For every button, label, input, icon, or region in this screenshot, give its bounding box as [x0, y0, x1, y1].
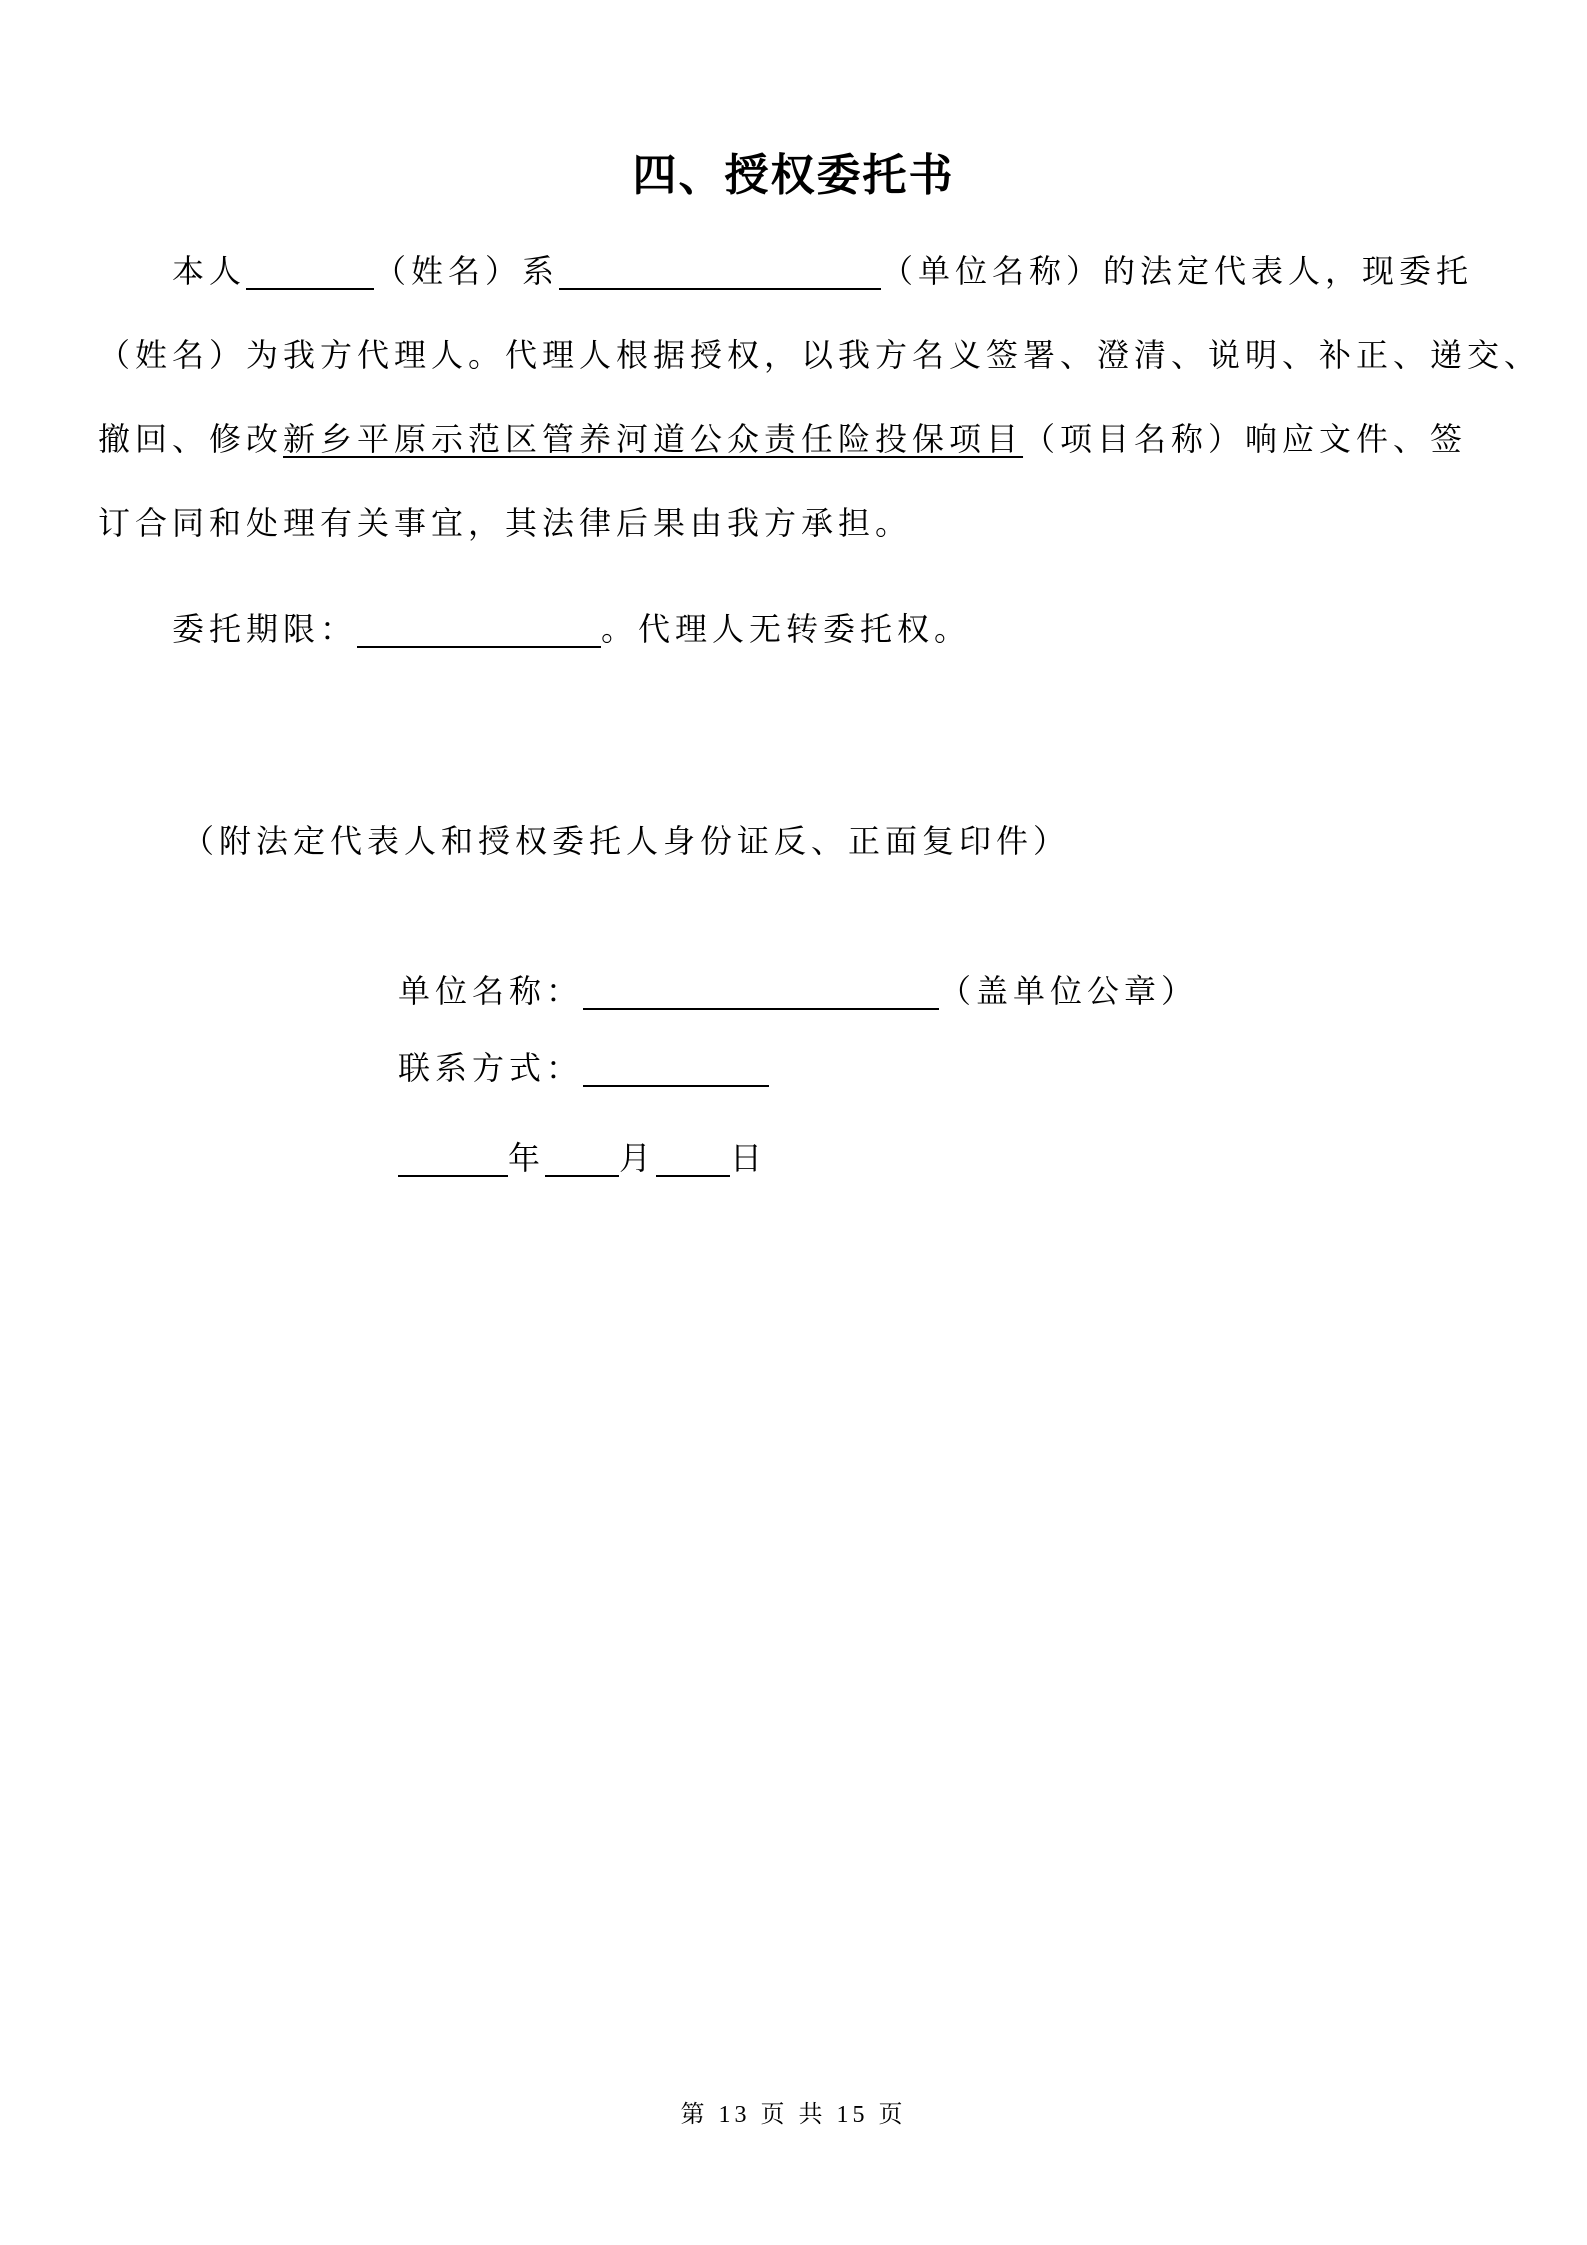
text-segment: （姓名）为我方代理人。代理人根据授权，以我方名义签署、澄清、说明、补正、递交、 — [98, 336, 1542, 374]
contact-blank — [583, 1051, 769, 1087]
text-segment: （单位名称）的法定代表人，现委托 — [881, 252, 1474, 290]
paragraph-line-2 — [98, 334, 1541, 376]
unit-name-signature-blank — [583, 974, 939, 1010]
text-segment: （姓名）系 — [374, 252, 560, 290]
unit-name-line — [398, 970, 1587, 1012]
year-label: 年 — [508, 1139, 546, 1177]
year-blank — [398, 1141, 508, 1177]
day-label: 日 — [730, 1139, 768, 1177]
authorization-paragraph — [98, 0, 1542, 560]
seal-note: （盖单位公章） — [939, 972, 1199, 1010]
paragraph-line-4 — [98, 502, 912, 544]
term-suffix: 。代理人无转委托权。 — [601, 610, 972, 648]
term-label: 委托期限： — [172, 610, 358, 648]
text-segment: 订合同和处理有关事宜，其法律后果由我方承担。 — [98, 504, 913, 542]
page-footer: 第 13 页 共 15 页 — [680, 2102, 907, 2128]
project-name: 新乡平原示范区管养河道公众责任险投保项目 — [283, 420, 1024, 458]
name-blank — [246, 254, 374, 290]
text-segment: （项目名称）响应文件、签 — [1023, 420, 1468, 458]
contact-line — [398, 1047, 1587, 1089]
text-segment: 撤回、修改 — [98, 420, 284, 458]
text-segment: 本人 — [172, 252, 247, 290]
term-line — [172, 608, 1572, 650]
document-title: 四、授权委托书 — [632, 150, 955, 201]
day-blank — [656, 1141, 730, 1177]
month-label: 月 — [619, 1139, 657, 1177]
term-blank — [357, 612, 601, 648]
contact-label: 联系方式： — [398, 1049, 584, 1087]
unit-name-blank — [559, 254, 881, 290]
unit-name-label: 单位名称： — [398, 972, 584, 1010]
attachment-note: （附法定代表人和授权委托人身份证反、正面复印件） — [182, 822, 1071, 860]
paragraph-line-3 — [98, 418, 1467, 460]
date-line — [398, 1137, 1587, 1179]
paragraph-line-1 — [172, 250, 1473, 292]
month-blank — [545, 1141, 619, 1177]
